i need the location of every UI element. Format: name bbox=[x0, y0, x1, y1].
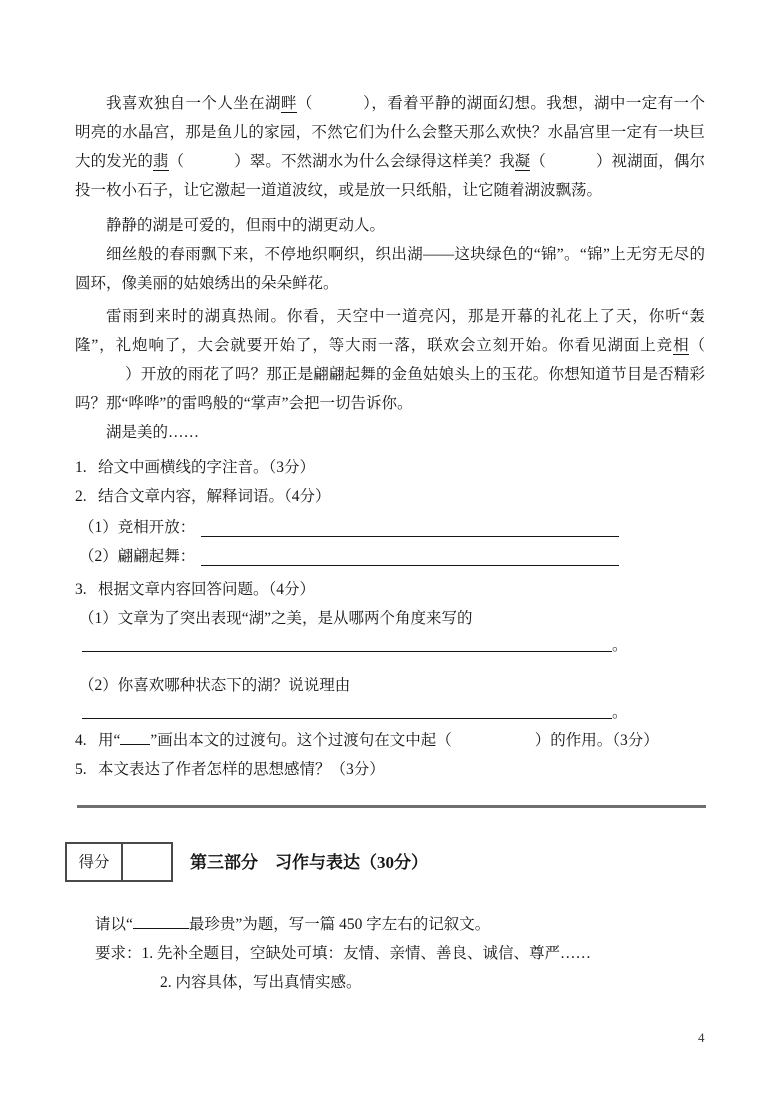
answer-line bbox=[82, 633, 612, 652]
passage-paragraph-3: 细丝般的春雨飘下来，不停地织啊织，织出湖——这块绿色的“锦”。“锦”上无穷无尽的圆环，像美丽的姑娘绣出的朵朵鲜花。 bbox=[75, 246, 705, 292]
sub-question-label: （1）竞相开放： bbox=[79, 519, 196, 536]
question-text: 本文表达了作者怎样的思想感情？（3分） bbox=[98, 761, 385, 778]
question-2-sub-2 bbox=[79, 542, 619, 571]
passage-paragraph-2: 静静的湖是可爱的，但雨中的湖更动人。 bbox=[106, 217, 386, 234]
score-section-row bbox=[65, 842, 705, 882]
transition-sentence-blank bbox=[120, 743, 150, 745]
question-2 bbox=[75, 482, 705, 511]
paren-open: （ bbox=[168, 153, 185, 170]
answer-line-row bbox=[82, 633, 705, 659]
paren-open: （ bbox=[689, 337, 705, 354]
period-mark: 。 bbox=[612, 704, 628, 721]
question-number: 2. bbox=[75, 488, 87, 505]
section-title: 第三部分 习作与表达（30分） bbox=[190, 852, 428, 872]
answer-line bbox=[82, 700, 612, 719]
question-5 bbox=[75, 755, 705, 784]
score-box bbox=[65, 842, 173, 882]
passage-text: 我喜欢独自一个人坐在湖 bbox=[106, 95, 281, 112]
underlined-char-ning: 凝 bbox=[514, 153, 531, 170]
score-label: 得分 bbox=[67, 844, 123, 880]
essay-prompt bbox=[95, 910, 705, 939]
question5-answer-rule bbox=[77, 805, 706, 808]
question-text bbox=[98, 726, 705, 755]
question-number: 5. bbox=[75, 761, 87, 778]
paren-open: （ bbox=[530, 153, 546, 170]
score-input-cell bbox=[123, 844, 171, 880]
question-3-sub-2: （2）你喜欢哪种状态下的湖？说说理由 bbox=[79, 677, 351, 694]
question-1 bbox=[75, 453, 705, 482]
question-number: 4. bbox=[75, 732, 87, 749]
answer-underline bbox=[201, 542, 619, 566]
underlined-char-xiang: 相 bbox=[673, 337, 690, 354]
question-2-sub-1 bbox=[79, 513, 619, 542]
question-text-part: ”画出本文的过渡句。这个过渡句在文中起（ bbox=[150, 732, 452, 749]
essay-title-blank bbox=[133, 927, 189, 929]
answer-line-row bbox=[82, 700, 705, 726]
essay-prompt-part: 请以“ bbox=[95, 916, 133, 933]
page-number: 4 bbox=[698, 1030, 705, 1045]
sub-question-label: （2）翩翩起舞： bbox=[79, 548, 196, 565]
underlined-char-fei: 翡 bbox=[152, 153, 169, 170]
passage-paragraph-1 bbox=[75, 89, 705, 205]
essay-requirement-1: 要求：1. 先补全题目，空缺处可填：友情、亲情、善良、诚信、尊严…… bbox=[95, 945, 592, 962]
paren-close: ） bbox=[234, 153, 250, 170]
paren-close: ） bbox=[362, 95, 372, 112]
passage-paragraph-5: 湖是美的…… bbox=[106, 424, 200, 441]
question-text: 根据文章内容回答问题。（4分） bbox=[98, 581, 316, 598]
question-text: 给文中画横线的字注音。（3分） bbox=[98, 459, 316, 476]
question-4 bbox=[75, 726, 705, 755]
paren-close: ） bbox=[125, 366, 141, 383]
question-text: 结合文章内容，解释词语。（4分） bbox=[98, 488, 331, 505]
question-3-sub-1: （1）文章为了突出表现“湖”之美，是从哪两个角度来写的 bbox=[79, 610, 473, 627]
question-text-part: ）的作用。（3分） bbox=[534, 732, 659, 749]
underlined-char-pan: 畔 bbox=[280, 95, 297, 112]
question-3 bbox=[75, 575, 705, 604]
passage-text: 开放的雨花了吗？那正是翩翩起舞的金鱼姑娘头上的玉花。你想知道节目是否精彩吗？那“哗哗”的雷鸣般的“掌声”会把一切告诉你。 bbox=[75, 366, 705, 412]
period-mark: 。 bbox=[612, 637, 628, 654]
passage-paragraph-4 bbox=[75, 302, 705, 418]
passage-text: 雷雨到来时的湖真热闹。你看，天空中一道亮闪，那是开幕的礼花上了天，你听“轰隆”，礼炮响了，大会就要开始了，等大雨一落，联欢会立刻开始。你看见湖面上竞 bbox=[75, 308, 705, 354]
essay-requirement-2: 2. 内容具体，写出真情实感。 bbox=[160, 974, 362, 991]
essay-prompt-part: 最珍贵”为题，写一篇 450 字左右的记叙文。 bbox=[188, 916, 491, 933]
paren-close: ） bbox=[595, 153, 612, 170]
answer-underline bbox=[201, 513, 619, 537]
passage-text: ，看着平静的湖面幻想。我想，湖中一定有一个明亮的水晶宫，那是鱼儿的家园，不然它们为什么会整天那么欢快？水晶宫里一定有一块巨大的发光的 bbox=[75, 95, 705, 170]
passage-text: 翠。不然湖水为什么会绿得这样美？我 bbox=[249, 153, 515, 170]
passage-text: 视湖面，偶尔投一枚小石子，让它激起一道道波纹，或是放一只纸船，让它随着湖波飘荡。 bbox=[75, 153, 705, 199]
question-number: 3. bbox=[75, 581, 87, 598]
question-number: 1. bbox=[75, 459, 87, 476]
question-text-part: 用“ bbox=[98, 732, 121, 749]
paren-open: （ bbox=[296, 95, 313, 112]
